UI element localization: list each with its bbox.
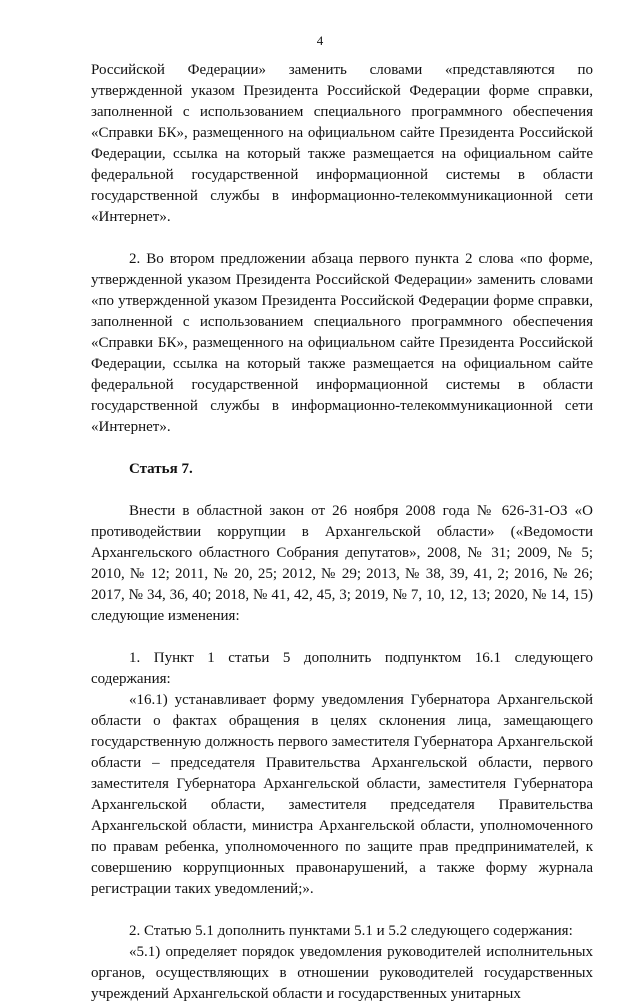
page-number: 4 — [316, 33, 324, 48]
paragraph-quote-16-1: «16.1) устанавливает форму уведомления Губернатора Архангельской области о фактах обращения в целях склонения лица, замещающего государственную должность первого заместителя Губернатора Архангельской области – председателя Правительства Архангельской области, первого заместителя Губернатора Архангельской области, заместителя Губернатора Архангельской области, заместителя председателя Правительства Архангельской области, министра Архангельской области, уполномоченного по правам ребенка, уполномоченного по защите прав предпринимателей, к совершению коррупционных правонарушений, а также форму журнала регистрации таких уведомлений;». — [91, 692, 593, 897]
paragraph-item-1: 1. Пункт 1 статьи 5 дополнить подпунктом 16.1 следующего содержания: — [91, 650, 593, 687]
paragraph-quote-5-1: «5.1) определяет порядок уведомления руководителей исполнительных органов, осуществляющих в отношении руководителей государственных учреждений Архангельской области и государственных унитарных — [91, 944, 593, 1002]
paragraph-amendment-intro: Внести в областной закон от 26 ноября 2008 года № 626-31-ОЗ «О противодействии коррупции в Архангельской области» («Ведомости Архангельского областного Собрания депутатов», 2008, № 31; 2009, № 5; 2010, № 12; 2011, № 20, 25; 2012, № 29; 2013, № 38, 39, 41, 2; 2016, № 26; 2017, № 34, 36, 40; 2018, № 41, 42, 45, 3; 2019, № 7, 10, 12, 13; 2020, № 14, 15) следующие изменения: — [91, 503, 593, 624]
paragraph-item-2: 2. Во втором предложении абзаца первого пункта 2 слова «по форме, утвержденной указом Президента Российской Федерации» заменить словами «по утвержденной указом Президента Российской Федерации форме справки, заполненной с использованием специального программного обеспечения «Справки БК», размещенного на официальном сайте Президента Российской Федерации, ссылка на который также размещается на официальном сайте федеральной государственной информационной системы в области государственной службы в информационно-телекоммуникационной сети «Интернет». — [91, 251, 593, 435]
paragraph-continuation: Российской Федерации» заменить словами «представляются по утвержденной указом Президента Российской Федерации форме справки, заполненной с использованием специального программного обеспечения «Справки БК», размещенного на официальном сайте Президента Российской Федерации, ссылка на который также размещается на официальном сайте федеральной государственной информационной системы в области государственной службы в информационно-телекоммуникационной сети «Интернет». — [91, 62, 593, 225]
paragraph-item-2-article-5-1: 2. Статью 5.1 дополнить пунктами 5.1 и 5.2 следующего содержания: — [129, 923, 573, 939]
article-heading: Статья 7. — [129, 461, 193, 477]
document-body — [91, 60, 593, 1005]
